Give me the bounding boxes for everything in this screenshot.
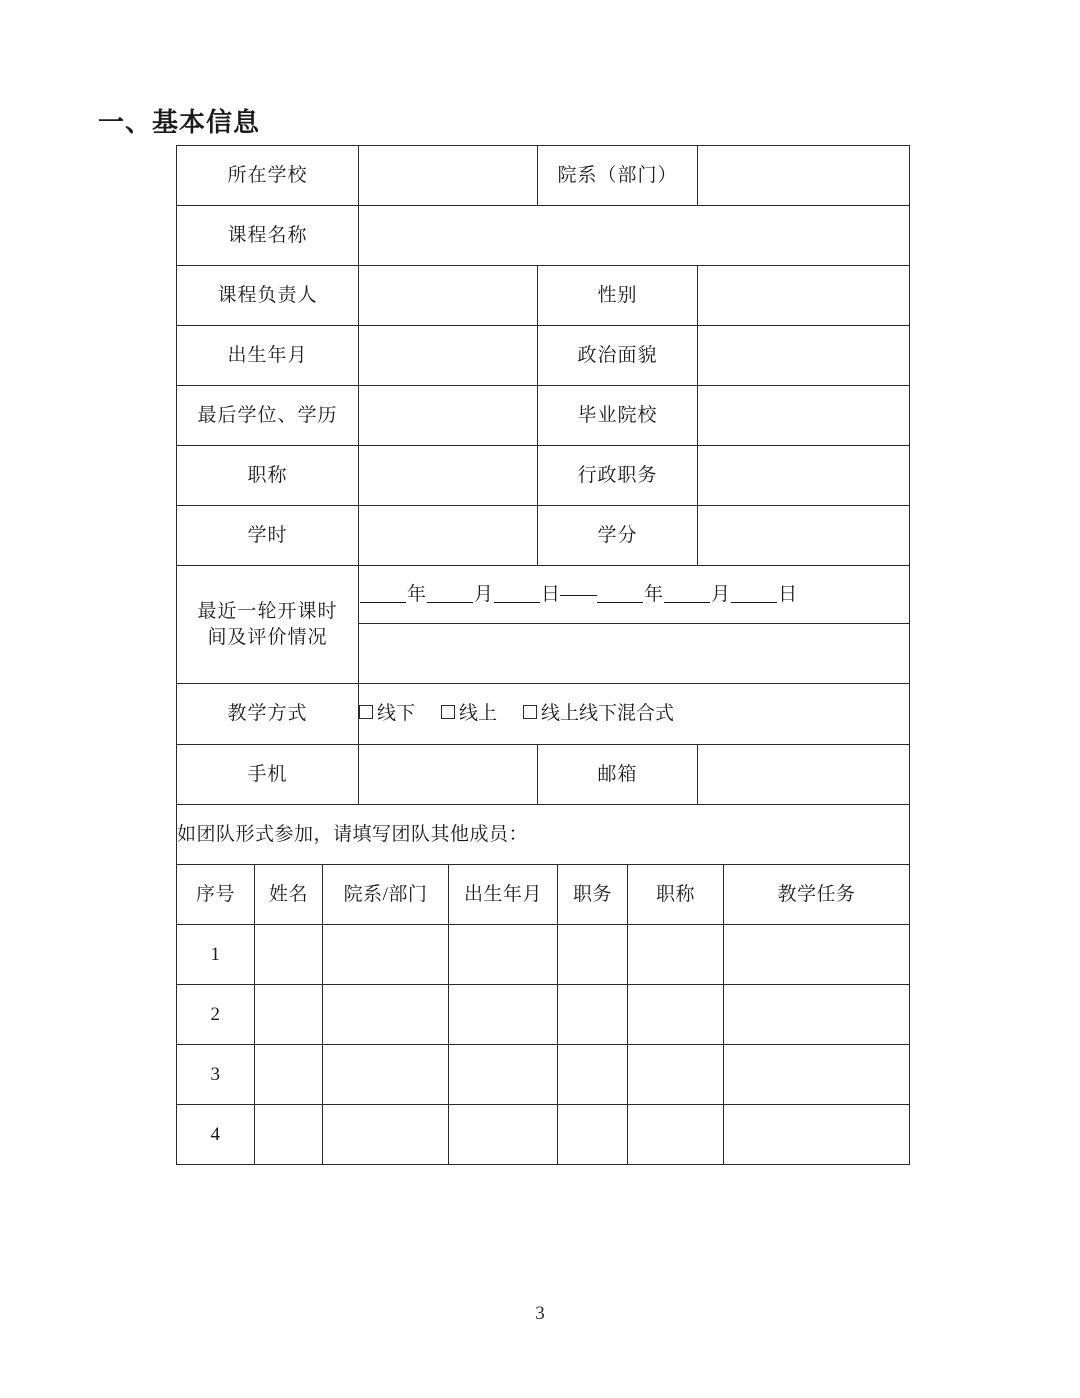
cell-teaching-task[interactable]: [724, 925, 910, 985]
team-participation-note: 如团队形式参加，请填写团队其他成员：: [177, 805, 910, 865]
checkbox-label-offline: 线下: [377, 703, 416, 724]
field-value-admin-post[interactable]: [698, 446, 910, 506]
cell-department[interactable]: [323, 925, 449, 985]
cell-department[interactable]: [323, 1045, 449, 1105]
field-label-credits: 学分: [538, 506, 698, 566]
column-header-name: 姓名: [255, 865, 323, 925]
cell-professional-title[interactable]: [628, 925, 724, 985]
field-value-course-leader[interactable]: [359, 266, 538, 326]
field-label-birth-date: 出生年月: [177, 326, 359, 386]
date-unit-year-start: 年: [407, 583, 427, 605]
cell-teaching-task[interactable]: [724, 985, 910, 1045]
date-range-separator: ——: [560, 583, 597, 605]
field-label-class-hours: 学时: [177, 506, 359, 566]
table-row: [177, 146, 910, 206]
field-value-graduate-school[interactable]: [698, 386, 910, 446]
cell-post[interactable]: [558, 1045, 628, 1105]
field-label-recent-round: [177, 566, 359, 684]
field-label-recent-round-line2: 间及评价情况: [207, 626, 328, 648]
date-unit-month-end: 月: [711, 583, 731, 605]
field-value-gender[interactable]: [698, 266, 910, 326]
basic-info-table: [176, 145, 910, 865]
table-row: [177, 506, 910, 566]
field-label-school: 所在学校: [177, 146, 359, 206]
field-label-mobile: 手机: [177, 745, 359, 805]
checkbox-label-online: 线上: [459, 703, 498, 724]
date-blank-year-end[interactable]: [597, 602, 643, 603]
column-header-teaching-task: 教学任务: [724, 865, 910, 925]
checkbox-icon[interactable]: [359, 705, 373, 719]
page-title: 一、基本信息: [98, 107, 261, 137]
field-value-teaching-mode: [359, 684, 910, 745]
field-value-email[interactable]: [698, 745, 910, 805]
table-row: [177, 745, 910, 805]
cell-professional-title[interactable]: [628, 1045, 724, 1105]
cell-teaching-task[interactable]: [724, 1045, 910, 1105]
date-blank-year-start[interactable]: [360, 602, 406, 603]
column-header-professional-title: 职称: [628, 865, 724, 925]
field-value-class-hours[interactable]: [359, 506, 538, 566]
cell-name[interactable]: [255, 1045, 323, 1105]
date-unit-day-end: 日: [778, 583, 798, 605]
cell-teaching-task[interactable]: [724, 1105, 910, 1165]
cell-post[interactable]: [558, 1105, 628, 1165]
date-unit-month-start: 月: [474, 583, 494, 605]
field-value-degree[interactable]: [359, 386, 538, 446]
cell-birth-date[interactable]: [449, 985, 558, 1045]
cell-serial: 1: [177, 925, 255, 985]
field-label-degree: 最后学位、学历: [177, 386, 359, 446]
team-members-table: [176, 864, 910, 1165]
field-label-course-leader: 课程负责人: [177, 266, 359, 326]
cell-professional-title[interactable]: [628, 1105, 724, 1165]
field-label-email: 邮箱: [538, 745, 698, 805]
cell-serial: 4: [177, 1105, 255, 1165]
cell-name[interactable]: [255, 985, 323, 1045]
cell-professional-title[interactable]: [628, 985, 724, 1045]
field-value-department[interactable]: [698, 146, 910, 206]
cell-name[interactable]: [255, 1105, 323, 1165]
date-unit-day-start: 日: [541, 583, 561, 605]
field-value-birth-date[interactable]: [359, 326, 538, 386]
field-value-mobile[interactable]: [359, 745, 538, 805]
date-unit-year-end: 年: [644, 583, 664, 605]
date-blank-day-start[interactable]: [494, 602, 540, 603]
table-row: [177, 326, 910, 386]
cell-serial: 3: [177, 1045, 255, 1105]
cell-name[interactable]: [255, 925, 323, 985]
table-header-row: [177, 865, 910, 925]
cell-department[interactable]: [323, 985, 449, 1045]
field-label-political-status: 政治面貌: [538, 326, 698, 386]
cell-birth-date[interactable]: [449, 1045, 558, 1105]
field-value-recent-round-note[interactable]: [359, 624, 910, 684]
column-header-serial: 序号: [177, 865, 255, 925]
cell-department[interactable]: [323, 1105, 449, 1165]
field-label-course-name: 课程名称: [177, 206, 359, 266]
checkbox-option-blended[interactable]: [523, 701, 674, 727]
table-row: [177, 925, 910, 985]
table-row: [177, 266, 910, 326]
checkbox-option-online[interactable]: [441, 701, 497, 727]
field-label-professional-title: 职称: [177, 446, 359, 506]
table-row: [177, 684, 910, 745]
table-row: [177, 446, 910, 506]
field-label-department: 院系（部门）: [538, 146, 698, 206]
table-row: [177, 1105, 910, 1165]
column-header-post: 职务: [558, 865, 628, 925]
page-number: 3: [535, 1303, 545, 1324]
field-value-political-status[interactable]: [698, 326, 910, 386]
date-blank-month-end[interactable]: [664, 602, 710, 603]
field-value-recent-round-dates[interactable]: [359, 566, 910, 624]
field-value-school[interactable]: [359, 146, 538, 206]
checkbox-icon[interactable]: [523, 705, 537, 719]
field-label-gender: 性别: [538, 266, 698, 326]
field-label-teaching-mode: 教学方式: [177, 684, 359, 745]
table-row: [177, 386, 910, 446]
cell-birth-date[interactable]: [449, 1105, 558, 1165]
checkbox-label-blended: 线上线下混合式: [541, 703, 675, 724]
table-row: [177, 1045, 910, 1105]
column-header-department: 院系/部门: [323, 865, 449, 925]
table-row: [177, 985, 910, 1045]
field-value-credits[interactable]: [698, 506, 910, 566]
table-row: [177, 206, 910, 266]
date-blank-day-end[interactable]: [731, 602, 777, 603]
cell-serial: 2: [177, 985, 255, 1045]
cell-post[interactable]: [558, 985, 628, 1045]
field-label-recent-round-line1: 最近一轮开课时: [197, 600, 338, 622]
cell-birth-date[interactable]: [449, 925, 558, 985]
cell-post[interactable]: [558, 925, 628, 985]
date-blank-month-start[interactable]: [427, 602, 473, 603]
field-label-admin-post: 行政职务: [538, 446, 698, 506]
field-value-course-name[interactable]: [359, 206, 910, 266]
column-header-birth-date: 出生年月: [449, 865, 558, 925]
checkbox-option-offline[interactable]: [359, 701, 415, 727]
field-value-professional-title[interactable]: [359, 446, 538, 506]
table-row: [177, 566, 910, 624]
table-row: [177, 805, 910, 865]
field-label-graduate-school: 毕业院校: [538, 386, 698, 446]
checkbox-icon[interactable]: [441, 705, 455, 719]
